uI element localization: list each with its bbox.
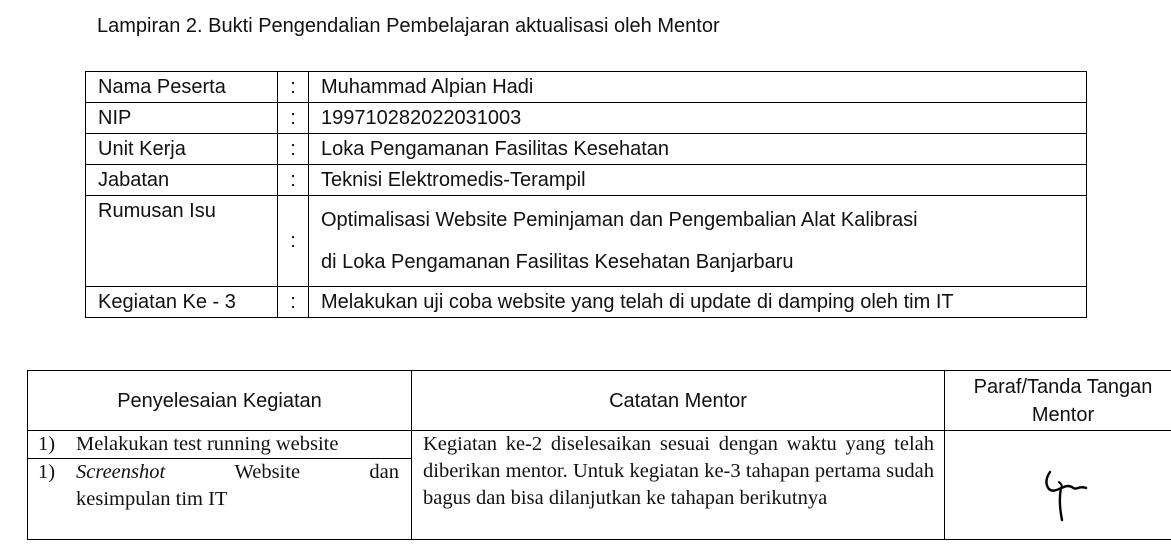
participant-info-table (85, 71, 1087, 318)
info-label: Kegiatan Ke - 3 (86, 287, 278, 318)
info-row-jabatan (86, 165, 1087, 196)
info-label: Jabatan (86, 165, 278, 196)
info-label: Rumusan Isu (86, 196, 278, 287)
isu-line-1: Optimalisasi Website Peminjaman dan Pengembalian Alat Kalibrasi (321, 209, 918, 231)
mentor-notes-cell (412, 431, 945, 540)
list-item (28, 459, 411, 513)
info-value: 199710282022031003 (309, 103, 1087, 134)
info-separator: : (278, 103, 309, 134)
header-completion: Penyelesaian Kegiatan (28, 371, 412, 431)
document-title: Lampiran 2. Bukti Pengendalian Pembelajaran aktualisasi oleh Mentor (97, 15, 720, 37)
info-separator: : (278, 134, 309, 165)
mentor-signature-icon (1028, 458, 1098, 528)
info-value: Muhammad Alpian Hadi (309, 72, 1087, 103)
info-label: Nama Peserta (86, 72, 278, 103)
completion-cell (28, 431, 412, 540)
info-row-rumusan-isu (86, 196, 1087, 287)
step-number: 1) (38, 461, 56, 483)
info-label: Unit Kerja (86, 134, 278, 165)
mentor-control-table (27, 370, 1171, 540)
isu-line-2: di Loka Pengamanan Fasilitas Kesehatan Banjarbaru (321, 251, 794, 273)
header-mentor-notes: Catatan Mentor (412, 371, 945, 431)
info-row-kegiatan (86, 287, 1087, 318)
header-signature: Paraf/Tanda Tangan Mentor (945, 371, 1171, 431)
info-label: NIP (86, 103, 278, 134)
info-separator: : (278, 196, 309, 287)
info-value: Melakukan uji coba website yang telah di update di damping oleh tim IT (309, 287, 1087, 318)
info-separator: : (278, 287, 309, 318)
step-text: Melakukan test running website (76, 433, 339, 455)
step-text-word: dan (369, 461, 399, 483)
info-value: Loka Pengamanan Fasilitas Kesehatan (309, 134, 1087, 165)
info-separator: : (278, 72, 309, 103)
info-separator: : (278, 165, 309, 196)
info-value: Teknisi Elektromedis-Terampil (309, 165, 1087, 196)
list-item (28, 431, 411, 459)
completion-steps (28, 431, 411, 513)
step-text (76, 459, 399, 513)
info-row-unit-kerja (86, 134, 1087, 165)
step-text-word: Website (234, 461, 301, 483)
info-value (309, 196, 1087, 287)
step-text-line-2: kesimpulan tim IT (76, 488, 228, 510)
info-row-nama (86, 72, 1087, 103)
mentor-note-text: Kegiatan ke-2 diselesaikan sesuai dengan waktu yang telah diberikan mentor. Untuk kegiatan ke-3 tahapan pertama sudah bagus dan bisa dilanjutkan ke tahapan berikutnya (423, 433, 934, 509)
step-number: 1) (38, 433, 56, 455)
step-text-italic: Screenshot (76, 461, 166, 483)
info-row-nip (86, 103, 1087, 134)
signature-cell (945, 431, 1171, 540)
